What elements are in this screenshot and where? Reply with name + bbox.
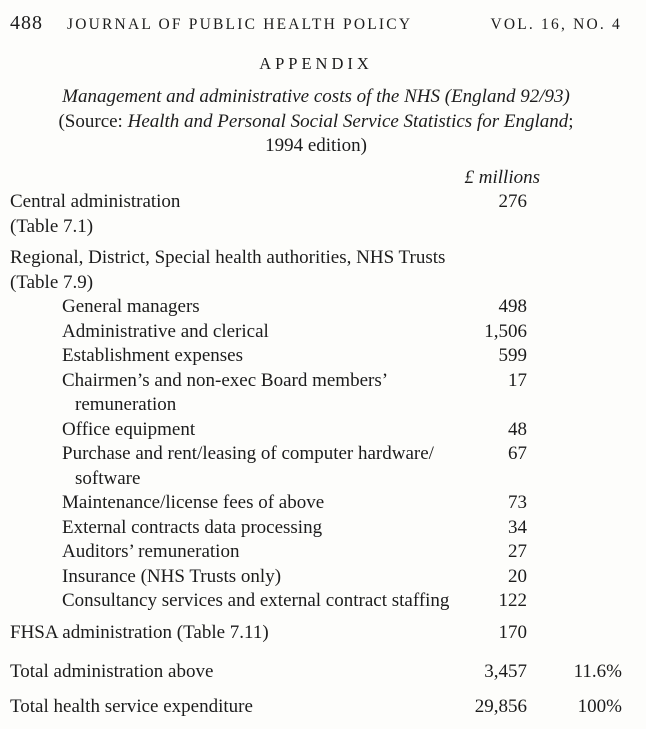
row-value: 122 xyxy=(498,590,527,611)
table-row xyxy=(10,516,622,541)
caption-source-title: Health and Personal Social Service Statistics for England xyxy=(127,110,569,132)
row-table-reference: (Table 7.9) xyxy=(10,271,94,293)
row-value: 276 xyxy=(498,191,527,212)
row-label-text: Office equipment xyxy=(62,418,196,440)
caption-edition: 1994 edition) xyxy=(265,135,367,156)
table-row xyxy=(10,491,622,516)
row-label-text: External contracts data processing xyxy=(62,516,323,538)
table-row xyxy=(10,344,622,369)
table-row xyxy=(10,190,622,239)
row-value: 67 xyxy=(508,443,527,464)
table-row xyxy=(10,695,622,720)
table-row xyxy=(10,320,622,345)
table-row xyxy=(10,295,622,320)
row-label xyxy=(10,442,457,491)
row-value: 34 xyxy=(508,516,527,538)
row-label-text: Auditors’ remuneration xyxy=(62,541,240,562)
row-label xyxy=(10,695,457,720)
row-label xyxy=(10,369,457,418)
journal-title: JOURNAL OF PUBLIC HEALTH POLICY xyxy=(67,16,413,33)
table-row xyxy=(10,565,622,590)
row-label-text: Establishment expenses xyxy=(62,345,243,366)
table-row xyxy=(10,540,622,565)
row-value: 498 xyxy=(498,296,527,317)
row-label xyxy=(10,491,457,516)
amount-column-header: £ millions xyxy=(464,166,540,188)
caption-title: Management and administrative costs of the NHS (England 92/93) xyxy=(62,86,570,107)
row-label xyxy=(10,516,457,541)
row-label xyxy=(10,589,457,614)
volume-issue: VOL. 16, NO. 4 xyxy=(490,16,622,33)
row-label-text: Consultancy services and external contract staffing xyxy=(62,590,450,611)
row-label-text: Total administration above xyxy=(10,661,214,682)
running-head xyxy=(10,12,622,35)
table-caption xyxy=(10,85,622,159)
row-value: 73 xyxy=(508,492,527,513)
row-label xyxy=(10,320,457,345)
row-label xyxy=(10,540,457,565)
caption-source-line xyxy=(10,110,622,135)
row-label xyxy=(10,621,457,646)
row-label-text: FHSA administration (Table 7.11) xyxy=(10,621,269,643)
column-header-row xyxy=(10,166,622,191)
row-label-text: Central administration xyxy=(10,191,181,212)
row-value: 599 xyxy=(498,345,527,366)
row-label-text: Regional, District, Special health authorities, NHS Trusts xyxy=(10,247,446,268)
row-label-text: Chairmen’s and non-exec Board members’ xyxy=(62,369,389,391)
row-label xyxy=(10,190,457,239)
caption-source-prefix: (Source: xyxy=(58,110,128,132)
row-label xyxy=(10,660,457,685)
caption-source-suffix: ; xyxy=(568,110,574,132)
appendix-heading: APPENDIX xyxy=(259,54,373,73)
row-value: 3,457 xyxy=(484,661,527,682)
row-table-reference: (Table 7.1) xyxy=(10,215,94,237)
row-label xyxy=(10,418,457,443)
page-number: 488 xyxy=(10,12,43,34)
table-row xyxy=(10,442,622,491)
row-label xyxy=(10,344,457,369)
row-percent: 100% xyxy=(577,695,622,717)
row-value: 170 xyxy=(498,621,527,643)
row-label-continuation: remuneration xyxy=(75,394,177,415)
row-label xyxy=(10,295,457,320)
table-row xyxy=(10,589,622,614)
row-value: 17 xyxy=(508,369,527,391)
row-value: 20 xyxy=(508,565,527,587)
table-row xyxy=(10,660,622,685)
row-label-text: Insurance (NHS Trusts only) xyxy=(62,565,282,587)
row-value: 27 xyxy=(508,541,527,562)
row-value: 1,506 xyxy=(484,320,527,342)
table-row xyxy=(10,246,622,295)
row-label-text: Maintenance/license fees of above xyxy=(62,492,325,513)
row-label-text: Administrative and clerical xyxy=(62,320,269,342)
row-value: 48 xyxy=(508,418,527,440)
row-label-text: Purchase and rent/leasing of computer hardware/ xyxy=(62,443,434,464)
table-row xyxy=(10,369,622,418)
cost-table xyxy=(10,190,622,719)
row-label xyxy=(10,565,457,590)
row-label-continuation: software xyxy=(75,467,141,489)
table-row xyxy=(10,418,622,443)
row-label-text: General managers xyxy=(62,296,200,317)
row-label-text: Total health service expenditure xyxy=(10,695,253,717)
table-row xyxy=(10,621,622,646)
row-value: 29,856 xyxy=(474,695,527,717)
row-label xyxy=(10,246,457,295)
row-percent: 11.6% xyxy=(573,661,622,682)
